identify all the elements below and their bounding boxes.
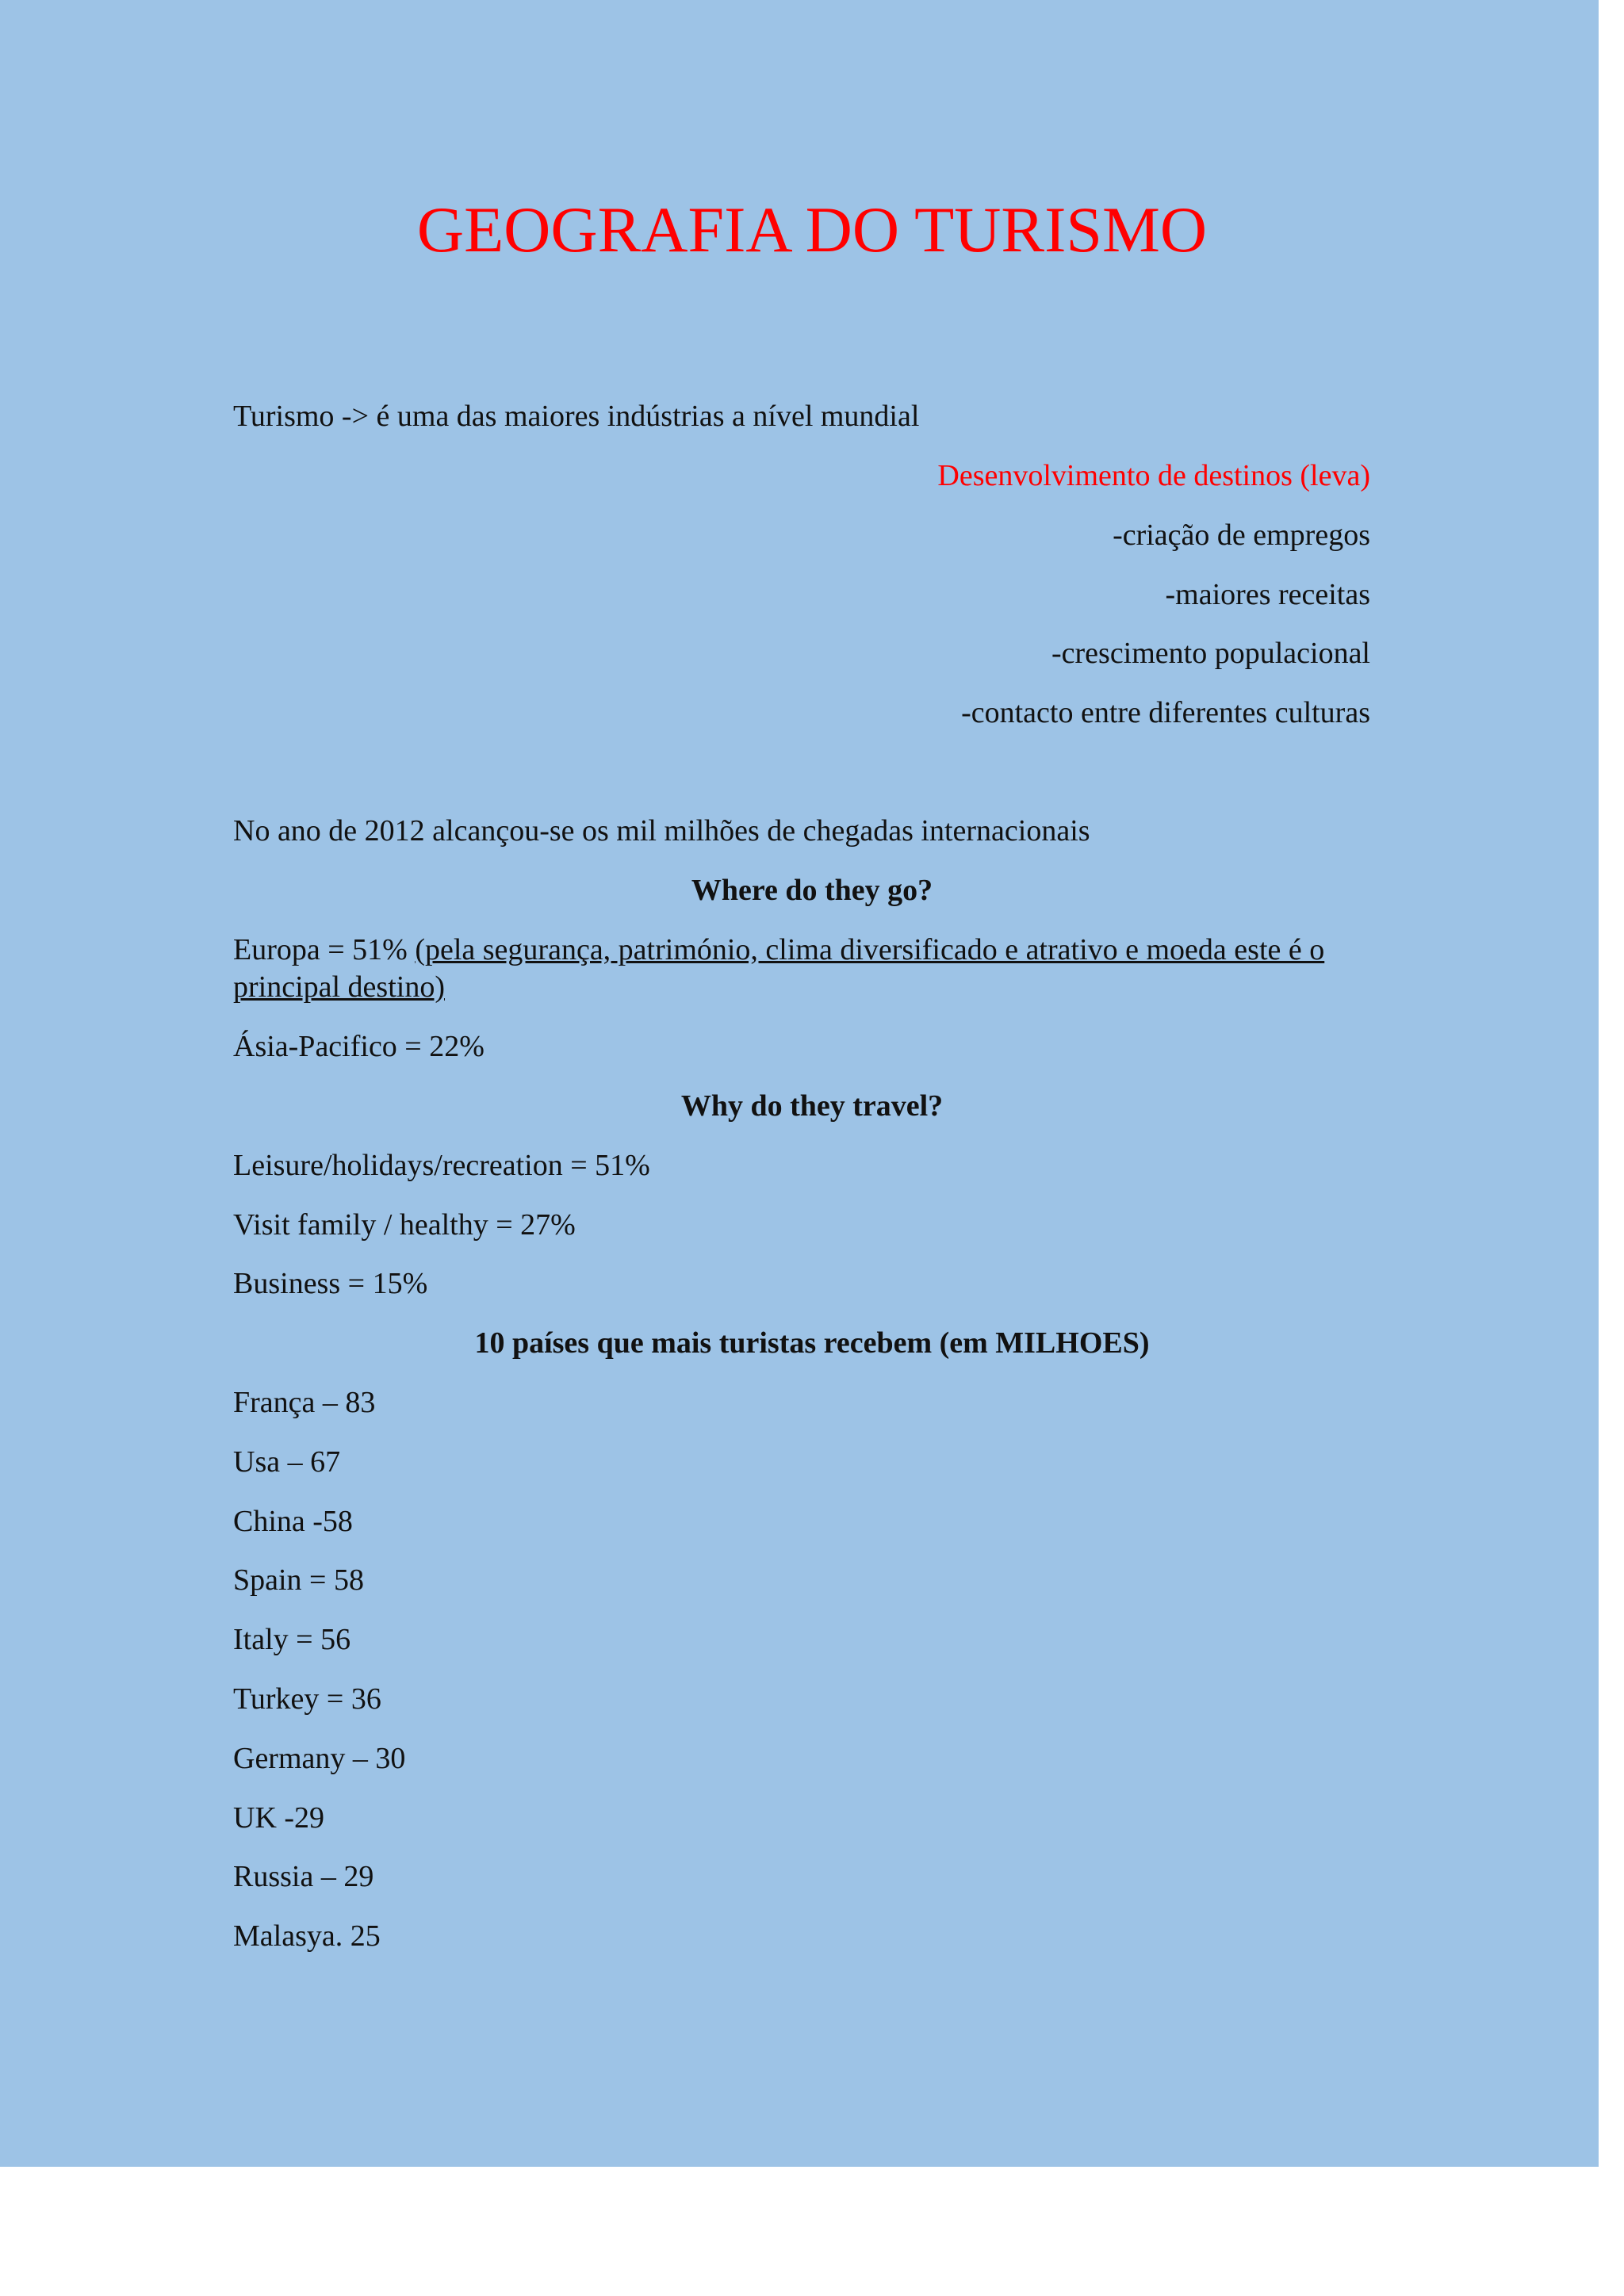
arrivals-note: No ano de 2012 alcançou-se os mil milhões de chegadas internacionais [233, 814, 1090, 848]
document-title: GEOGRAFIA DO TURISMO [416, 193, 1208, 266]
why-item: Business = 15% [233, 1267, 428, 1300]
intro-text: Turismo -> é uma das maiores indústrias a nível mundial [233, 400, 920, 433]
why-item: Visit family / healthy = 27% [233, 1208, 576, 1242]
country-item: UK -29 [233, 1801, 325, 1835]
development-heading: Desenvolvimento de destinos (leva) [937, 459, 1370, 492]
country-item: Usa – 67 [233, 1445, 341, 1479]
country-item: Germany – 30 [233, 1742, 406, 1775]
country-item: Russia – 29 [233, 1860, 374, 1893]
country-item: Malasya. 25 [233, 1919, 381, 1953]
europe-note: (pela segurança, património, clima diversificado e atrativo e moeda este é o [415, 933, 1325, 966]
why-heading: Why do they travel? [680, 1089, 944, 1123]
where-heading: Where do they go? [691, 874, 933, 907]
why-item: Leisure/holidays/recreation = 51% [233, 1149, 650, 1182]
country-item: Turkey = 36 [233, 1682, 381, 1716]
country-item: França – 83 [233, 1386, 376, 1419]
country-item: Italy = 56 [233, 1623, 351, 1656]
asia-pacific-line: Ásia-Pacifico = 22% [233, 1030, 485, 1063]
development-item: -criação de empregos [1113, 519, 1370, 552]
development-item: -crescimento populacional [1051, 637, 1370, 670]
development-item: -contacto entre diferentes culturas [961, 696, 1370, 729]
country-item: China -58 [233, 1505, 353, 1538]
europe-value: Europa = 51% [233, 933, 408, 966]
europe-note-continued: principal destino) [233, 970, 445, 1004]
europe-line [233, 932, 1324, 968]
development-item: -maiores receitas [1165, 578, 1370, 611]
countries-heading: 10 países que mais turistas recebem (em MILHOES) [474, 1326, 1150, 1360]
country-item: Spain = 58 [233, 1563, 364, 1597]
